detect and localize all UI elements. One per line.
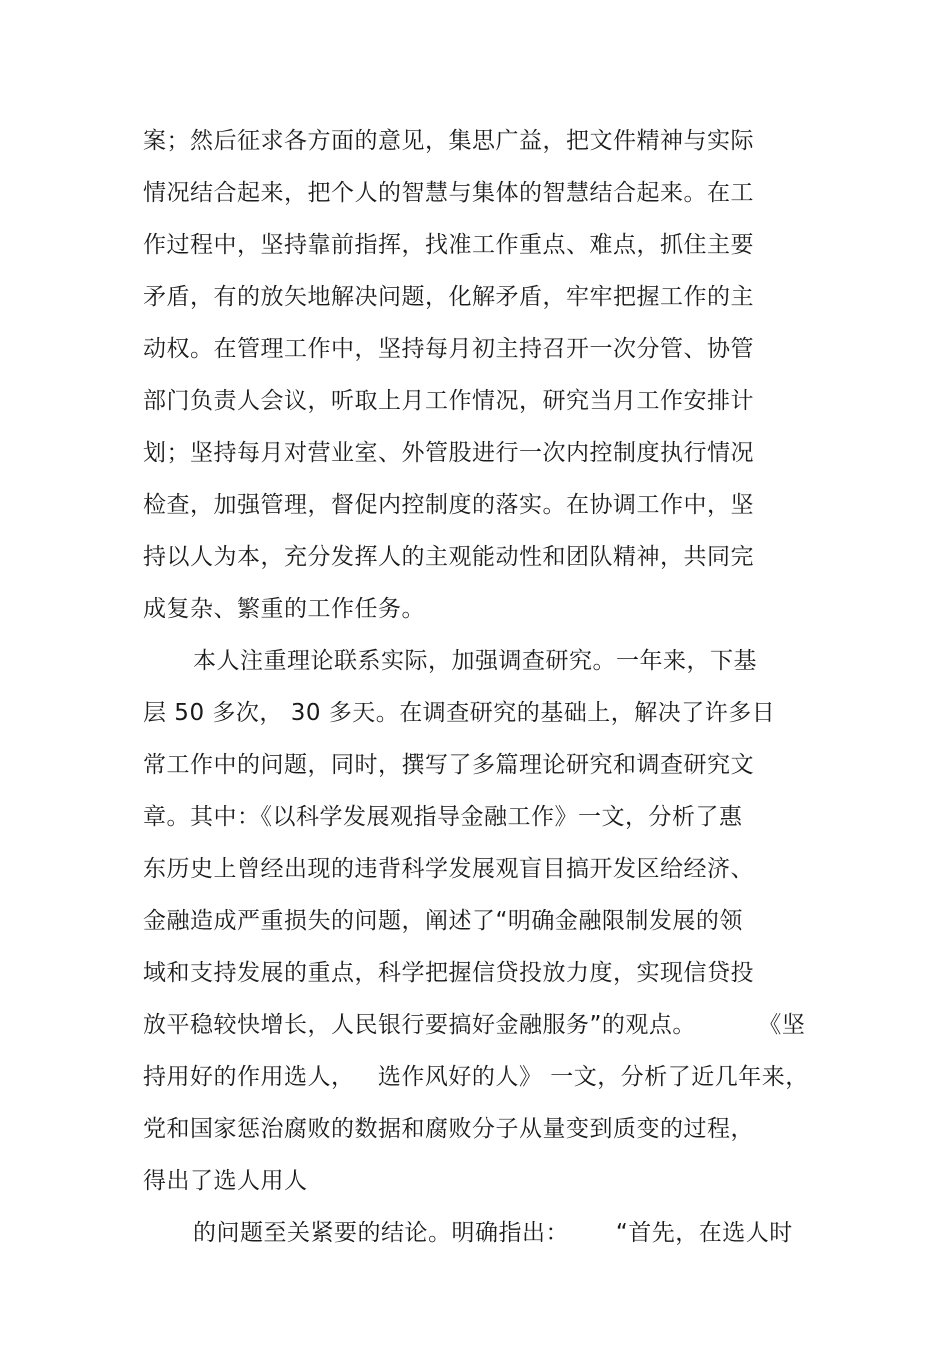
text-line: 金融造成严重损失的问题，阐述了“明确金融限制发展的领 (143, 908, 743, 934)
text-line: 章。其中：《以科学发展观指导金融工作》一文，分析了惠 (143, 804, 743, 830)
text-line: 情况结合起来，把个人的智慧与集体的智慧结合起来。在工 (143, 180, 754, 206)
text-line: 常工作中的问题，同时，撰写了多篇理论研究和调查研究文 (143, 752, 754, 778)
paragraph-start-line: 的问题至关紧要的结论。明确指出： “首先，在选人时 (193, 1220, 793, 1246)
text-line: 层 50 多次， 30 多天。在调查研究的基础上，解决了许多日 (143, 700, 776, 726)
text-line: 持用好的作用选人， 选作风好的人》 一文，分析了近几年来， (143, 1064, 809, 1090)
text-line: 成复杂、繁重的工作任务。 (143, 596, 425, 622)
paragraph-start-line: 本人注重理论联系实际，加强调查研究。一年来，下基 (193, 648, 757, 674)
text-line: 检查，加强管理，督促内控制度的落实。在协调工作中，坚 (143, 492, 754, 518)
text-line: 矛盾，有的放矢地解决问题，化解矛盾，牢牢把握工作的主 (143, 284, 754, 310)
text-line: 作过程中，坚持靠前指挥，找准工作重点、难点，抓住主要 (143, 232, 754, 258)
text-line: 放平稳较快增长，人民银行要搞好金融服务”的观点。 《坚 (143, 1012, 806, 1038)
text-line: 划；坚持每月对营业室、外管股进行一次内控制度执行情况 (143, 440, 754, 466)
text-line: 持以人为本，充分发挥人的主观能动性和团队精神，共同完 (143, 544, 754, 570)
text-line: 域和支持发展的重点，科学把握信贷投放力度，实现信贷投 (143, 960, 754, 986)
text-line: 动权。在管理工作中，坚持每月初主持召开一次分管、协管 (143, 336, 754, 362)
text-line: 党和国家惩治腐败的数据和腐败分子从量变到质变的过程， (143, 1116, 754, 1142)
text-line: 得出了选人用人 (143, 1168, 308, 1194)
text-line: 部门负责人会议，听取上月工作情况，研究当月工作安排计 (143, 388, 754, 414)
text-line: 案；然后征求各方面的意见，集思广益，把文件精神与实际 (143, 128, 754, 154)
text-line: 东历史上曾经出现的违背科学发展观盲目搞开发区给经济、 (143, 856, 754, 882)
